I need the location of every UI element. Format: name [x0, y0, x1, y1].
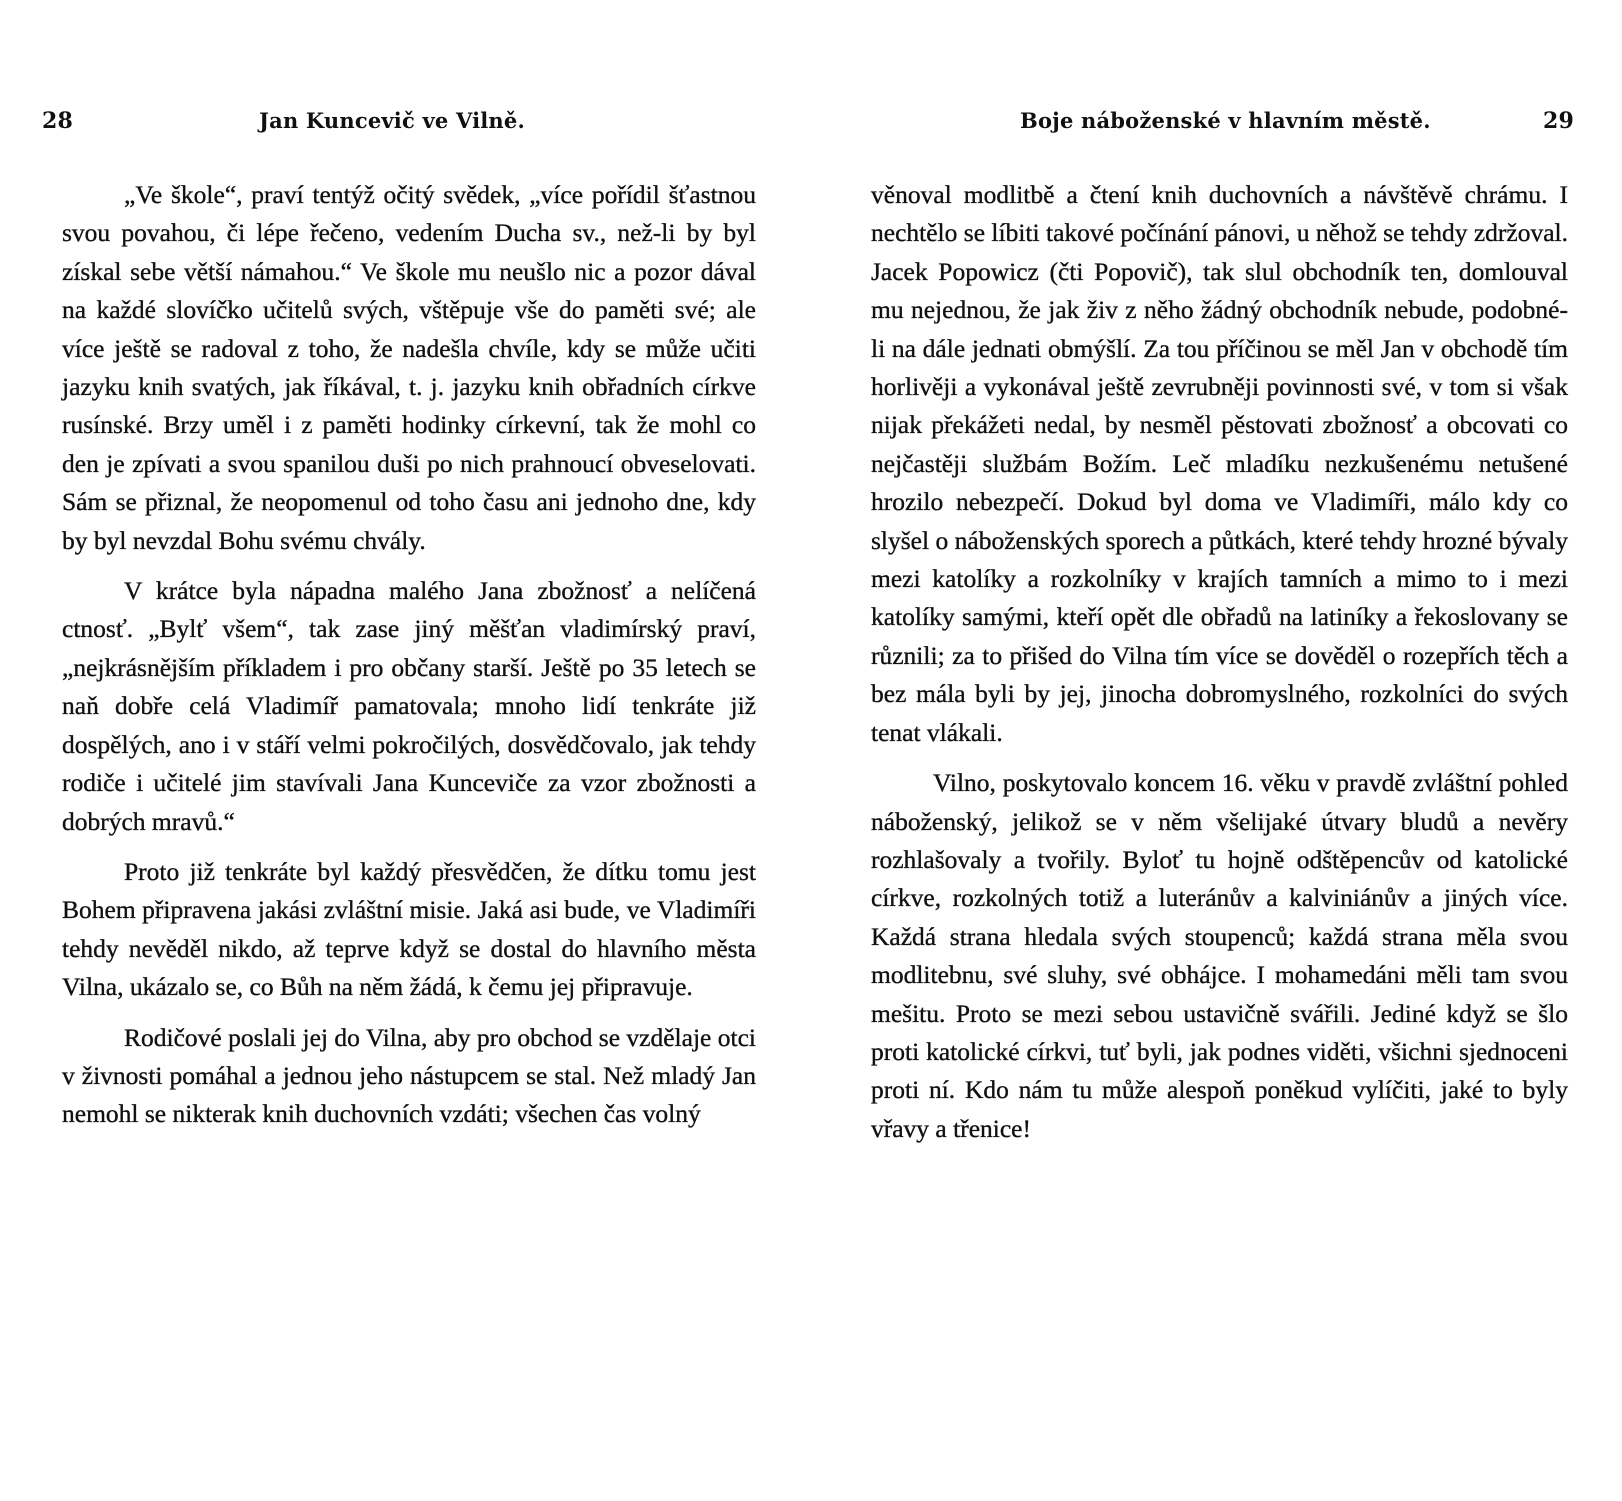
right-page-number: 29 [1543, 108, 1575, 134]
left-text-column [62, 176, 756, 1134]
paragraph: V krátce byla nápadna malého Jana zbožnosť a nelíčená ctnosť. „Bylť všem“, tak zase jiný měšťan vladimírský praví, „nejkrásnějším příkladem i pro občany starší. Ještě po 35 letech se naň dobře celá Vladimíř pamatovala; mnoho lidí tenkráte již dospělých, ano i v stáří velmi pokročilých, dosvědčovalo, jak tehdy rodiče i učitelé jim stavívali Jana Kunceviče za vzor zbožnosti a dobrých mravů.“ [62, 576, 756, 836]
paragraph: Proto již tenkráte byl každý přesvědčen, že dítku tomu jest Bohem připravena jakási zvláštní misie. Jaká asi bude, ve Vladimíři tehdy nevěděl nikdo, až teprve když se dostal do hlavního města Vilna, ukázalo se, co Bůh na něm žádá, k čemu jej připravuje. [62, 856, 756, 1002]
right-running-head: Boje náboženské v hlavním městě. [1020, 108, 1431, 133]
paragraph: věnoval modlitbě a čtení knih duchovních a návštěvě chrámu. I nechtělo se líbiti takové počínání pánovi, u něhož se tehdy zdržoval. Jacek Popowicz (čti Popovič), tak slul obchodník ten, domlouval mu nejednou, že jak živ z něho žádný obchodník nebude, podobné-li na dále jednati obmýšlí. Za tou příčinou se měl Jan v obchodě tím horlivěji a vykonával ještě zevrubněji povinnosti své, v tom si však nijak překážeti nedal, by nesměl pěstovati zbožnosť a obcovati co nejčastěji službám Božím. Leč mladíku nezkušenému netušené hrozilo nebezpečí. Dokud byl doma ve Vladimíři, málo kdy co slyšel o náboženských sporech a půtkách, které tehdy hrozné bývaly mezi katolíky a rozkolníky v krajích tamních a mimo to i mezi katolíky samými, kteří opět dle obřadů na latiníky a řekoslovany se různili; za to přišed do Vilna tím více se dověděl o rozepřích těch a bez mála byli by jej, jinocha dobromyslného, rozkolníci do svých tenat vlákali. [871, 180, 1568, 747]
left-page-number: 28 [42, 108, 74, 134]
paragraph: Rodičové poslali jej do Vilna, aby pro obchod se vzdělaje otci v živnosti pomáhal a jednou jeho nástupcem se stal. Než mladý Jan nemohl se nikterak knih duchovních vzdáti; všechen čas volný [62, 1022, 756, 1129]
left-running-head: Jan Kuncevič ve Vilně. [259, 108, 525, 133]
right-page [811, 0, 1622, 1501]
paragraph: Vilno, poskytovalo koncem 16. věku v pravdě zvláštní pohled náboženský, jelikož se v něm všelijaké útvary bludů a nevěry rozhlašovaly a tvořily. Byloť tu hojně odštěpencův od katolické církve, rozkolných totiž a luteránův a kalviniánův a jiných více. Každá strana hledala svých stoupenců; každá strana měla svou modlitebnu, své sluhy, své obhájce. I mohamedáni měli tam svou mešitu. Proto se mezi sebou ustavičně svářili. Jediné když se šlo proti katolické církvi, tuť byli, jak podnes viděti, všichni sjednoceni proti ní. Kdo nám tu může alespoň poněkud vylíčiti, jaké to byly vřavy a třenice! [871, 768, 1568, 1143]
paragraph: „Ve škole“, praví tentýž očitý svědek, „více pořídil šťastnou svou povahou, či lépe řečeno, vedením Ducha sv., než-li by byl získal sebe větší námahou.“ Ve škole mu neušlo nic a pozor dával na každé slovíčko učitelů svých, vštěpuje vše do paměti své; ale více ještě se radoval z toho, že nadešla chvíle, kdy se může učiti jazyku knih svatých, jak říkával, t. j. jazyku knih obřadních církve rusínské. Brzy uměl i z paměti hodinky církevní, tak že mohl co den je zpívati a svou spanilou duši po nich prahnoucí obveselovati. Sám se přiznal, že neopomenul od toho času ani jednoho dne, kdy by byl nevzdal Bohu svému chvály. [62, 180, 756, 555]
right-text-column [871, 176, 1568, 1148]
